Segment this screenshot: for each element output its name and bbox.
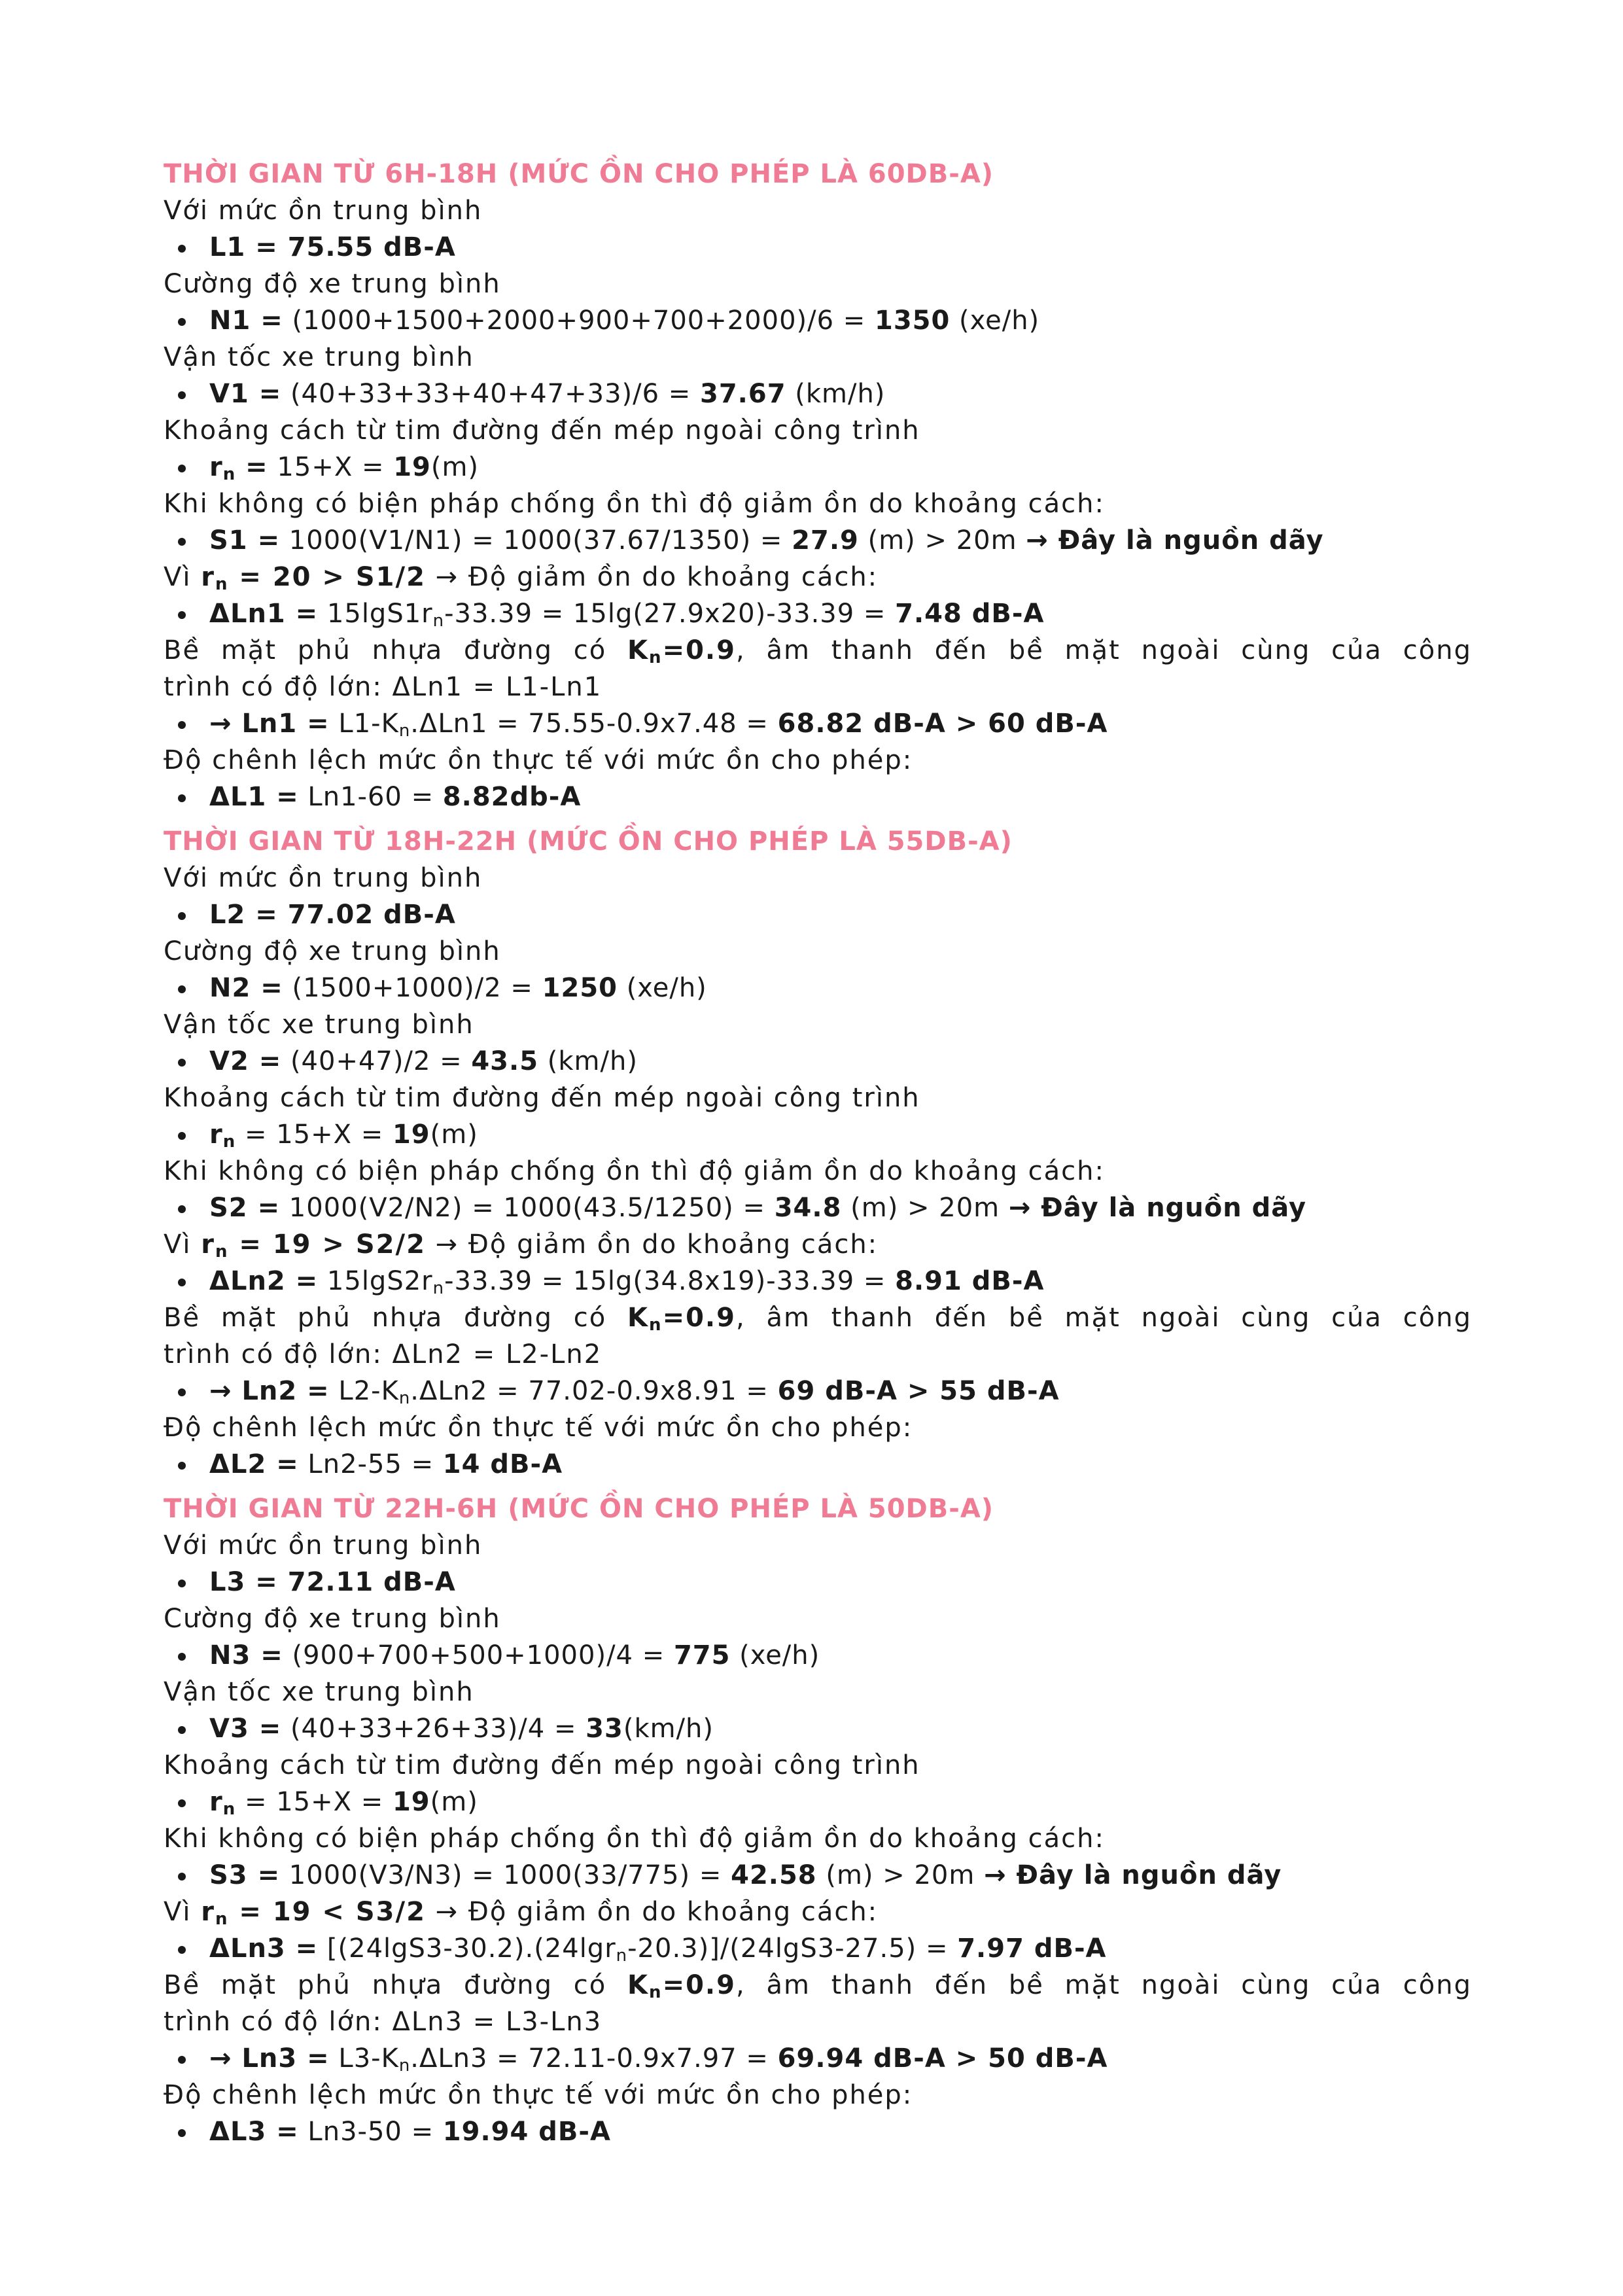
section-body bbox=[164, 860, 1472, 1483]
paragraph: Bề mặt phủ nhựa đường có $K_n=0.9$, âm thanh đến bề mặt ngoài cùng của công trình có độ lớn: ΔLn2 = L2-Ln2 bbox=[164, 1303, 1472, 1369]
paragraph: Bề mặt phủ nhựa đường có $K_n=0.9$, âm thanh đến bề mặt ngoài cùng của công trình có độ lớn: ΔLn1 = L1-Ln1 bbox=[164, 635, 1472, 702]
bullet-item: V1 = (40+33+33+40+47+33)/6 = 37.67 (km/h) bbox=[164, 376, 1472, 412]
paragraph: Với mức ồn trung bình bbox=[164, 196, 483, 226]
paragraph: Khi không có biện pháp chống ồn thì độ giảm ồn do khoảng cách: bbox=[164, 489, 1105, 519]
bullet-item: L1 = 75.55 dB-A bbox=[164, 229, 1472, 266]
bullet-item: $\Delta Ln2 = 15\lg S2r_n-33.39 = 15\lg(34.8x19)-33.39 = 8.91$ dB-A bbox=[164, 1263, 1472, 1299]
section-18h-22h bbox=[164, 823, 1472, 1483]
bullet-item: $r_n = 15+X = 19(m)$ bbox=[164, 1784, 1472, 1820]
bullet-item: → $Ln1 = L1-K_n.\Delta Ln1 = 75.55-0.9x7.48 = 68.82$ dB-A > 60 dB-A bbox=[164, 705, 1472, 742]
paragraph: Khi không có biện pháp chống ồn thì độ giảm ồn do khoảng cách: bbox=[164, 1156, 1105, 1186]
bullet-item: ΔL1 = Ln1-60 = 8.82db-A bbox=[164, 779, 1472, 815]
bullet-item: $r_n = 15+X = 19(m)$ bbox=[164, 449, 1472, 486]
paragraph: Cường độ xe trung bình bbox=[164, 269, 501, 299]
bullet-item: $\Delta Ln1 = 15\lg S1r_n-33.39 = 15\lg(27.9x20)-33.39 = 7.48$ dB-A bbox=[164, 595, 1472, 632]
bullet-item: N3 = (900+700+500+1000)/4 = 775 (xe/h) bbox=[164, 1637, 1472, 1674]
paragraph: Vì $r_n = 19 < S3/2$ → Độ giảm ồn do khoảng cách: bbox=[164, 1897, 879, 1929]
paragraph: Với mức ồn trung bình bbox=[164, 1530, 483, 1561]
bullet-item: $r_n = 15+X = 19(m)$ bbox=[164, 1116, 1472, 1153]
bullet-item: N2 = (1500+1000)/2 = 1250 (xe/h) bbox=[164, 970, 1472, 1006]
paragraph: Độ chênh lệch mức ồn thực tế với mức ồn cho phép: bbox=[164, 745, 913, 775]
section-heading: THỜI GIAN TỪ 22H-6H (MỨC ỒN CHO PHÉP LÀ 50DB-A) bbox=[164, 1494, 994, 1524]
paragraph: Vì $r_n = 19 > S2/2$ → Độ giảm ồn do khoảng cách: bbox=[164, 1229, 879, 1262]
paragraph: Khoảng cách từ tim đường đến mép ngoài công trình bbox=[164, 1083, 920, 1113]
bullet-item: V2 = (40+47)/2 = 43.5 (km/h) bbox=[164, 1043, 1472, 1080]
paragraph: Cường độ xe trung bình bbox=[164, 936, 501, 966]
bullet-item: ΔL3 = Ln3-50 = 19.94 dB-A bbox=[164, 2113, 1472, 2150]
paragraph: Khi không có biện pháp chống ồn thì độ giảm ồn do khoảng cách: bbox=[164, 1824, 1105, 1854]
paragraph: Cường độ xe trung bình bbox=[164, 1604, 501, 1634]
section-heading: THỜI GIAN TỪ 6H-18H (MỨC ỒN CHO PHÉP LÀ 60DB-A) bbox=[164, 159, 994, 189]
section-22h-6h bbox=[164, 1491, 1472, 2150]
paragraph: Khoảng cách từ tim đường đến mép ngoài công trình bbox=[164, 1750, 920, 1780]
paragraph: Vận tốc xe trung bình bbox=[164, 342, 474, 372]
bullet-item: S1 = 1000(V1/N1) = 1000(37.67/1350) = 27.9 (m) > 20m → Đây là nguồn dãy bbox=[164, 522, 1472, 559]
bullet-item: L2 = 77.02 dB-A bbox=[164, 896, 1472, 933]
paragraph: Vận tốc xe trung bình bbox=[164, 1677, 474, 1707]
bullet-item: S2 = 1000(V2/N2) = 1000(43.5/1250) = 34.8 (m) > 20m → Đây là nguồn dãy bbox=[164, 1190, 1472, 1226]
section-heading: THỜI GIAN TỪ 18H-22H (MỨC ỒN CHO PHÉP LÀ 55DB-A) bbox=[164, 826, 1013, 857]
bullet-item: ΔL2 = Ln2-55 = 14 dB-A bbox=[164, 1446, 1472, 1483]
bullet-item: N1 = (1000+1500+2000+900+700+2000)/6 = 1350 (xe/h) bbox=[164, 302, 1472, 339]
paragraph: Với mức ồn trung bình bbox=[164, 863, 483, 893]
bullet-item: ΔLn3 = [(24lgS3-30.2).(24lgr$_n$-20.3)]/(24lgS3-27.5) = 7.97 dB-A bbox=[164, 1930, 1472, 1967]
section-6h-18h bbox=[164, 156, 1472, 815]
paragraph: Độ chênh lệch mức ồn thực tế với mức ồn cho phép: bbox=[164, 1413, 913, 1443]
paragraph: Bề mặt phủ nhựa đường có $K_n=0.9$, âm thanh đến bề mặt ngoài cùng của công trình có độ lớn: ΔLn3 = L3-Ln3 bbox=[164, 1970, 1472, 2037]
bullet-item: → $Ln3 = L3-K_n.\Delta Ln3 = 72.11-0.9x7.97 = 69.94$ dB-A > 50 dB-A bbox=[164, 2040, 1472, 2077]
paragraph: Độ chênh lệch mức ồn thực tế với mức ồn cho phép: bbox=[164, 2080, 913, 2110]
bullet-item: → $Ln2 = L2-K_n.\Delta Ln2 = 77.02-0.9x8.91 = 69$ dB-A > 55 dB-A bbox=[164, 1373, 1472, 1409]
bullet-item: S3 = 1000(V3/N3) = 1000(33/775) = 42.58 (m) > 20m → Đây là nguồn dãy bbox=[164, 1857, 1472, 1894]
paragraph: Khoảng cách từ tim đường đến mép ngoài công trình bbox=[164, 415, 920, 446]
bullet-item: V3 = (40+33+26+33)/4 = 33(km/h) bbox=[164, 1710, 1472, 1747]
section-body bbox=[164, 192, 1472, 815]
section-body bbox=[164, 1527, 1472, 2150]
paragraph: Vận tốc xe trung bình bbox=[164, 1010, 474, 1040]
paragraph: Vì $r_n = 20 > S1/2$ → Độ giảm ồn do khoảng cách: bbox=[164, 562, 879, 594]
bullet-item: L3 = 72.11 dB-A bbox=[164, 1564, 1472, 1600]
